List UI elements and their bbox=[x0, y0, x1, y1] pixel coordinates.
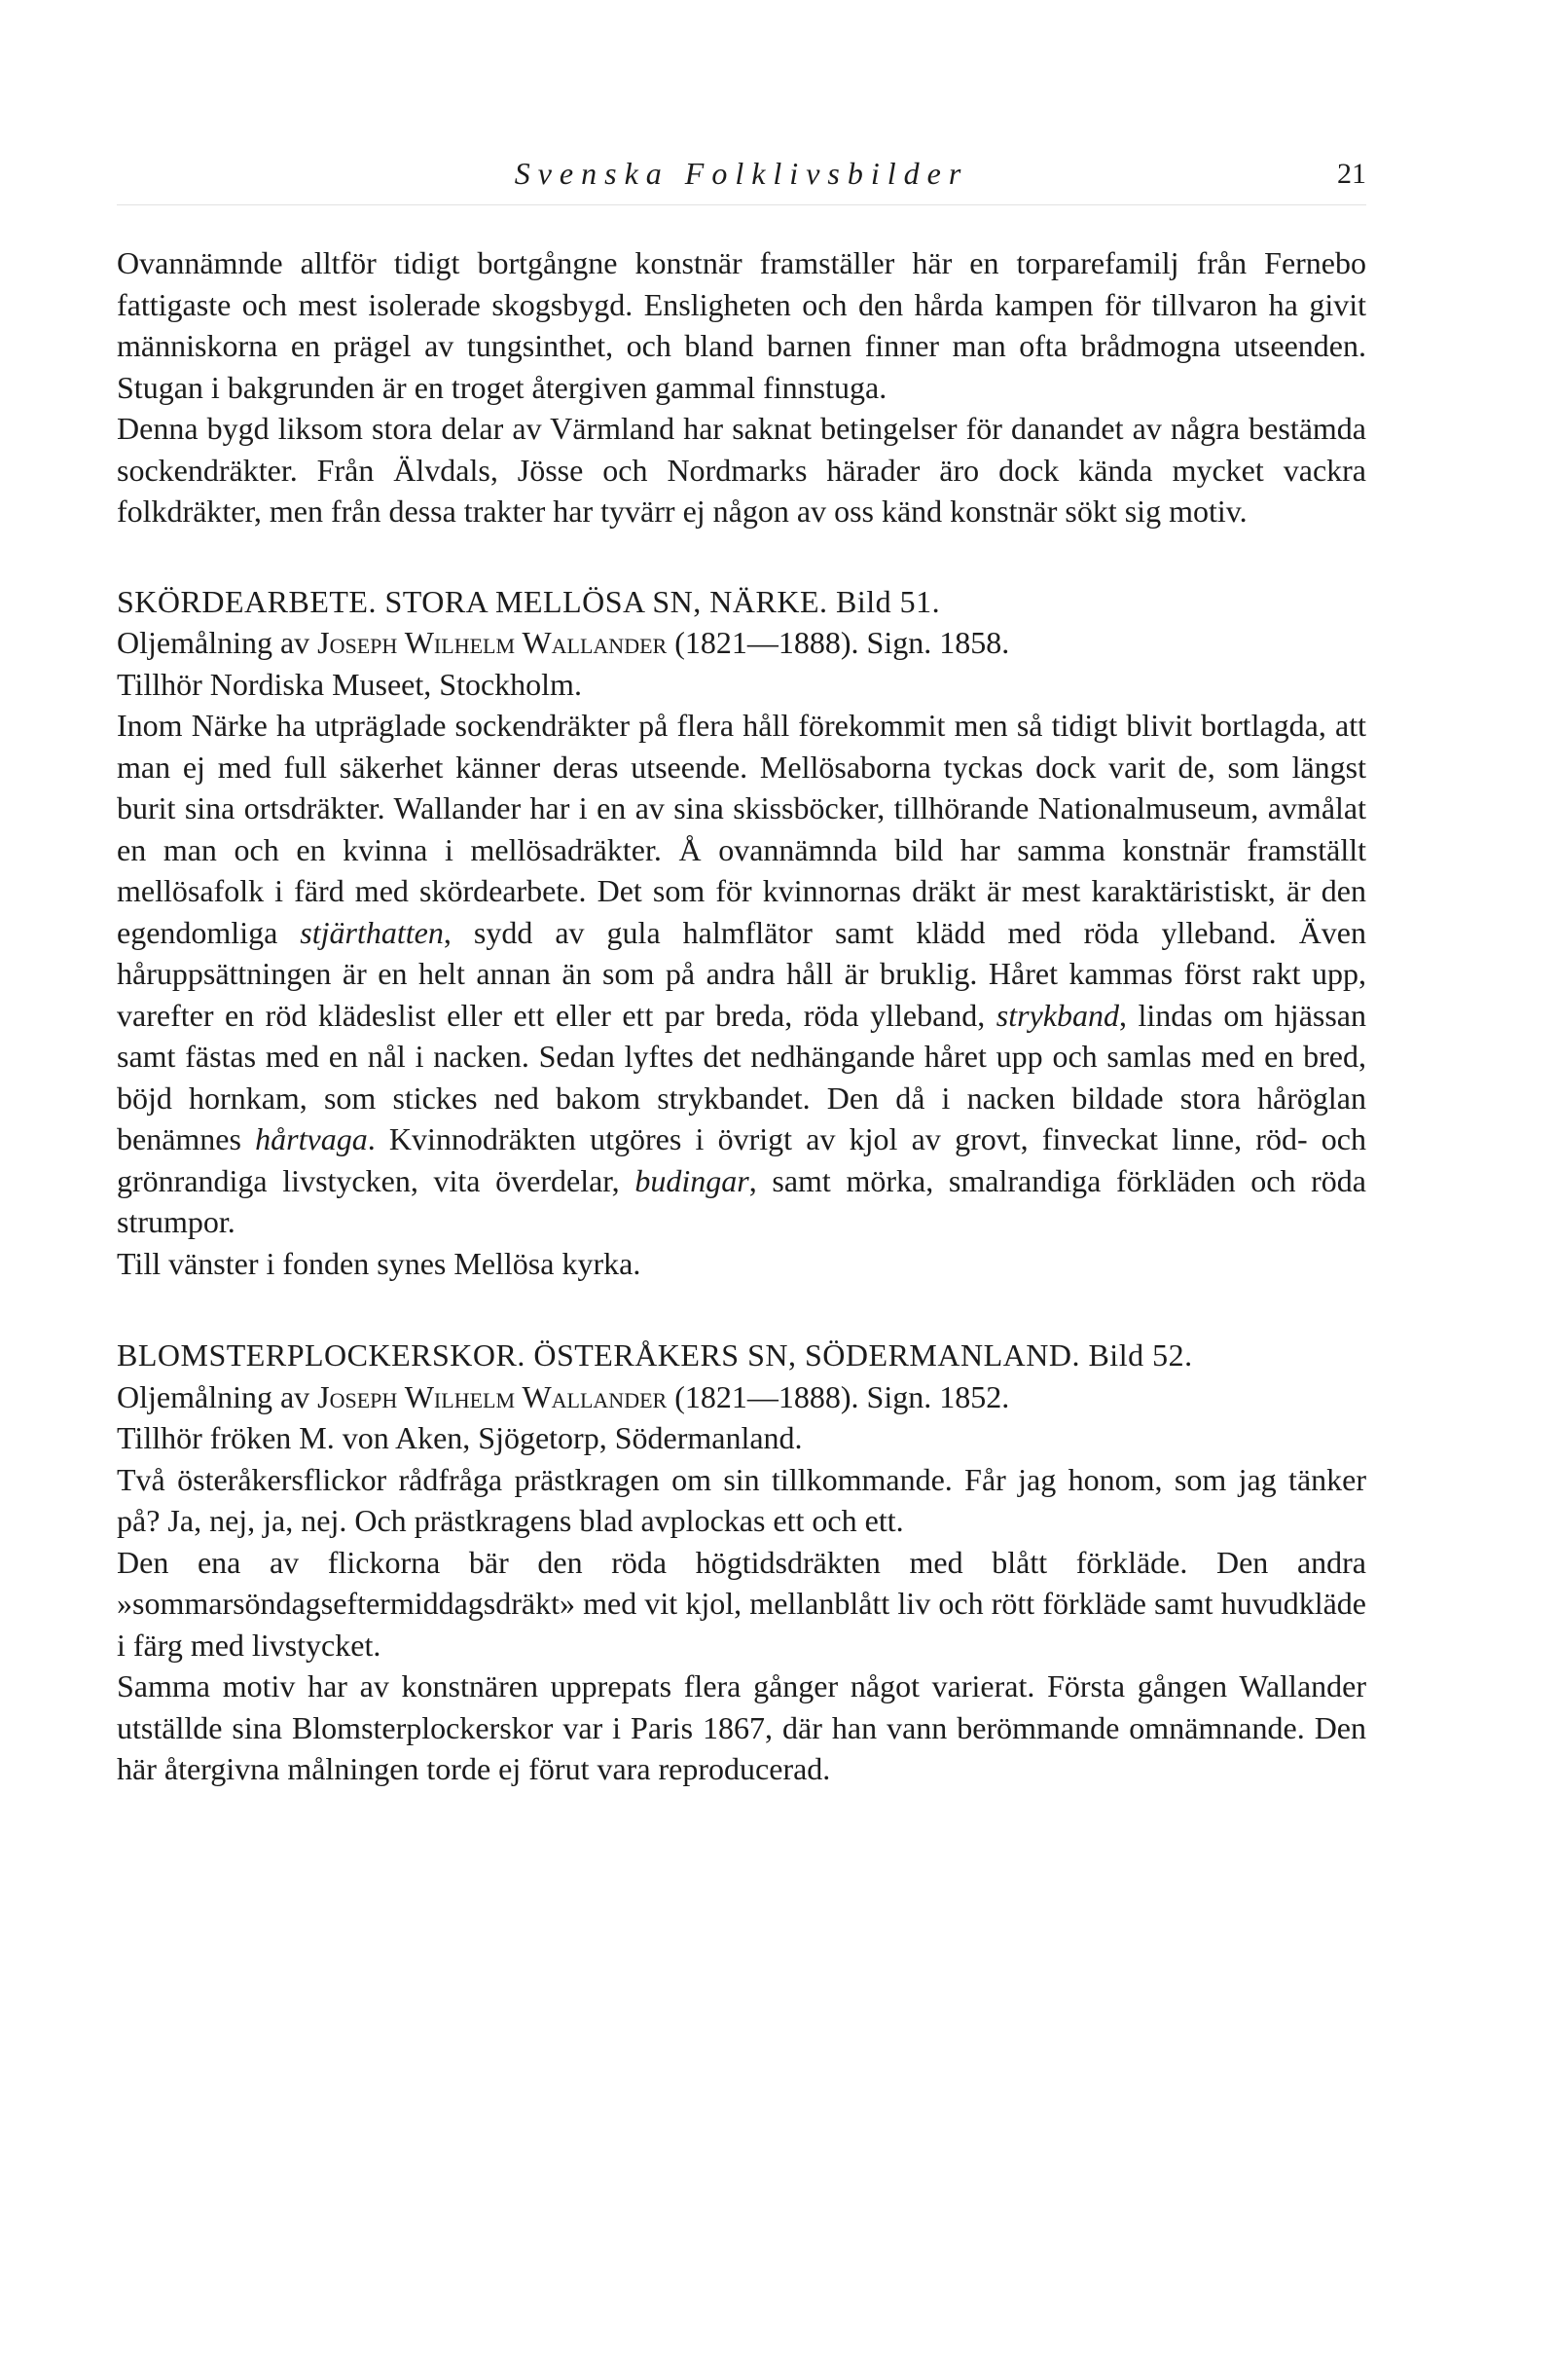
term-budingar: budingar bbox=[634, 1162, 749, 1198]
term-hartvaga: hårtvaga bbox=[255, 1121, 368, 1156]
running-title: Svenska Folklivsbilder bbox=[514, 156, 969, 191]
intro-paragraph-2: Denna bygd liksom stora delar av Värmland har saknat betingelser för danandet av några bestämda sockendräkter. Från Älvdals, Jösse och Nordmarks härader äro dock kända mycket vackra folkdräkter, men från dessa trakter har tyvärr ej någon av oss känd konstnär sökt sig motiv. bbox=[117, 411, 1366, 529]
body-text: . Kvinnodräkten utgöres i övrigt av kjol av grovt, finveckat linne, röd- och grönrandiga livstycken, vita överdelar, bbox=[117, 1121, 1367, 1198]
artist-credit bbox=[117, 622, 1366, 664]
intro-paragraph-1: Ovannämnde alltför tidigt bortgångne konstnär framställer här en torparefamilj från Fernebo fattigaste och mest isolerade skogsbygd. Ensligheten och den hårda kampen för tillvaron ha givit människorna en prägel av tungsinthet, och bland barnen finner man ofta brådmogna utseenden. Stugan i bakgrunden är en troget återgiven gammal finnstuga. bbox=[117, 245, 1366, 405]
body-text: Inom Närke ha utpräglade sockendräkter på flera håll förekommit men så tidigt blivit bortlagda, att man ej med full säkerhet känner deras utseende. Mellösaborna tyckas dock varit de, som längst burit sina ortsdräkter. Wallander har i en av sina skissböcker, tillhörande Nationalmuseum, avmålat en man och en kvinna i mellösadräkter. Å ovannämnda bild har samma konstnär framställt mellösafolk i färd med skördearbete. Det som för kvinnornas dräkt är mest karaktäristiskt, är den egendomliga bbox=[117, 708, 1366, 950]
artist-credit bbox=[117, 1376, 1366, 1418]
artist-suffix: (1821—1888). Sign. 1858. bbox=[667, 625, 1010, 660]
term-strykband: strykband bbox=[996, 997, 1119, 1033]
running-head bbox=[117, 146, 1366, 205]
page-number: 21 bbox=[1337, 158, 1366, 190]
body-text: , lindas om hjässan samt fästas med en nål i nacken. Sedan lyftes det nedhängande håret upp och samlas med en bred, böjd hornkam, som stickes ned bakom strykbandet. Den då i nacken bildade stora håröglan benämnes bbox=[117, 997, 1367, 1156]
artist-suffix: (1821—1888). Sign. 1852. bbox=[667, 1378, 1010, 1414]
artist-prefix: Oljemålning av bbox=[117, 625, 318, 660]
page-content bbox=[117, 242, 1366, 1790]
body-text: , sydd av gula halmflätor samt klädd med röda ylleband. Även håruppsättningen är en helt annan än som på andra håll är bruklig. Håret kammas först rakt upp, varefter en röd klädeslist eller ett eller ett par breda, röda ylleband, bbox=[117, 914, 1367, 1033]
section-skordearbete bbox=[117, 581, 1366, 1285]
section-blomsterplockerskor bbox=[117, 1335, 1366, 1790]
owner-line: Tillhör fröken M. von Aken, Sjögetorp, Södermanland. bbox=[117, 1420, 803, 1455]
body-text: , samt mörka, smalrandiga förkläden och röda strumpor. bbox=[117, 1162, 1367, 1239]
section-heading: BLOMSTERPLOCKERSKOR. ÖSTERÅKERS SN, SÖDERMANLAND. Bild 52. bbox=[117, 1337, 1193, 1373]
closing-line: Till vänster i fonden synes Mellösa kyrka. bbox=[117, 1245, 641, 1281]
term-stjarthatten: stjärthatten bbox=[300, 914, 444, 950]
body-paragraph bbox=[117, 705, 1366, 1243]
artist-name: Joseph Wilhelm Wallander bbox=[317, 1378, 668, 1414]
artist-prefix: Oljemålning av bbox=[117, 1378, 318, 1414]
body-paragraph-3: Samma motiv har av konstnären upprepats flera gånger något varierat. Första gången Wallander utställde sina Blomsterplockerskor var i Paris 1867, där han vann berömmande omnämnande. Den här återgivna målningen torde ej förut vara reproducerad. bbox=[117, 1668, 1366, 1786]
book-page bbox=[117, 146, 1366, 1790]
body-paragraph-1: Två österåkersflickor rådfråga prästkragen om sin tillkommande. Får jag honom, som jag tänker på? Ja, nej, ja, nej. Och prästkragens blad avplockas ett och ett. bbox=[117, 1461, 1366, 1538]
owner-line: Tillhör Nordiska Museet, Stockholm. bbox=[117, 666, 582, 702]
section-heading: SKÖRDEARBETE. STORA MELLÖSA SN, NÄRKE. Bild 51. bbox=[117, 583, 941, 619]
body-paragraph-2: Den ena av flickorna bär den röda högtidsdräkten med blått förkläde. Den andra »sommarsöndagseftermiddagsdräkt» med vit kjol, mellanblått liv och rött förkläde samt huvudkläde i färg med livstycket. bbox=[117, 1544, 1366, 1663]
artist-name: Joseph Wilhelm Wallander bbox=[317, 625, 668, 660]
